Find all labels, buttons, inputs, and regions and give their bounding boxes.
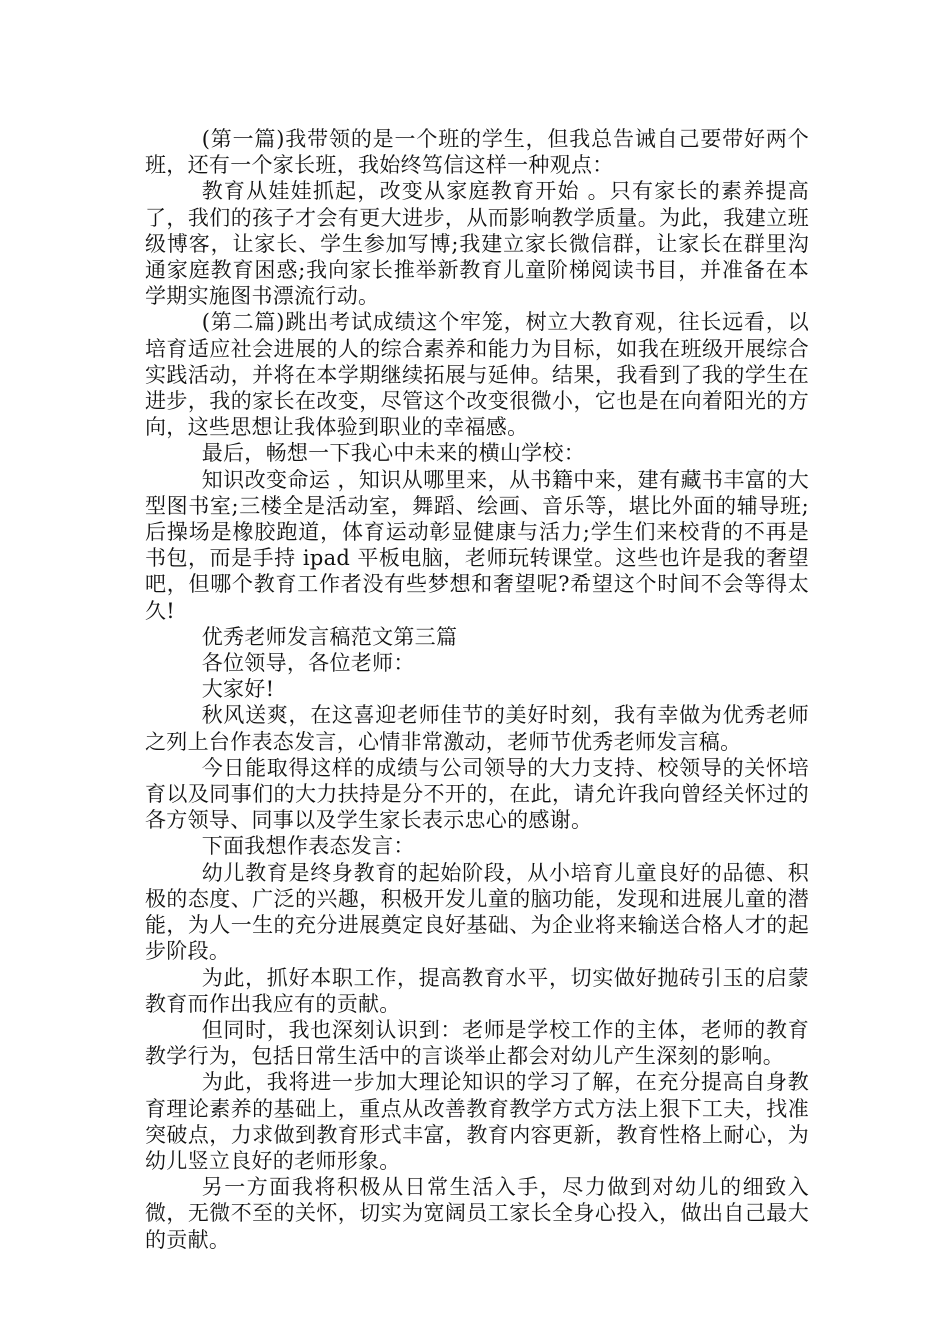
document-body bbox=[145, 126, 809, 1253]
paragraph-13: 为此，抓好本职工作，提高教育水平，切实做好抛砖引玉的启蒙教育而作出我应有的贡献。 bbox=[145, 965, 809, 1016]
paragraph-14: 但同时，我也深刻认识到：老师是学校工作的主体，老师的教育教学行为，包括日常生活中的言谈举止都会对幼儿产生深刻的影响。 bbox=[145, 1017, 809, 1069]
paragraph-15: 为此，我将进一步加大理论知识的学习了解，在充分提高自身教育理论素养的基础上，重点从改善教育教学方式方法上狠下工夫，找准突破点，力求做到教育形式丰富，教育内容更新，教育性格上耐心，为幼儿竖立良好的老师形象。 bbox=[145, 1070, 809, 1173]
paragraph-5: 知识改变命运 ，知识从哪里来，从书籍中来，建有藏书丰富的大型图书室;三楼全是活动室，舞蹈、绘画、音乐等，堪比外面的辅导班;后操场是橡胶跑道，体育运动彰显健康与活力;学生们来校背的不再是书包，而是手持 ipad 平板电脑，老师玩转课堂。这些也许是我的奢望吧，但哪个教育工作者没有些梦想和奢望呢?希望这个时间不会等得太久! bbox=[145, 467, 809, 623]
paragraph-11: 下面我想作表态发言： bbox=[201, 834, 415, 859]
paragraph-9: 秋风送爽，在这喜迎老师佳节的美好时刻，我有幸做为优秀老师之列上台作表态发言，心情非常激动，老师节优秀老师发言稿。 bbox=[145, 703, 809, 754]
paragraph-3: (第二篇)跳出考试成绩这个牢笼，树立大教育观，往长远看，以培育适应社会进展的人的综合素养和能力为目标，如我在班级开展综合实践活动，并将在本学期继续拓展与延伸。结果，我看到了我的学生在进步，我的家长在改变，尽管这个改变很微小，它也是在向着阳光的方向，这些思想让我体验到职业的幸福感。 bbox=[145, 310, 809, 440]
paragraph-12: 幼儿教育是终身教育的起始阶段，从小培育儿童良好的品德、积极的态度、广泛的兴趣，积极开发儿童的脑功能，发现和进展儿童的潜能，为人一生的充分进展奠定良好基础、为企业将来输送合格人才的起步阶段。 bbox=[145, 860, 809, 964]
paragraph-2: 教育从娃娃抓起，改变从家庭教育开始 。只有家长的素养提高了，我们的孩子才会有更大进步，从而影响教学质量。为此，我建立班级博客，让家长、学生参加写博;我建立家长微信群，让家长在群里沟通家庭教育困惑;我向家长推举新教育儿童阶梯阅读书目，并准备在本学期实施图书漂流行动。 bbox=[145, 179, 809, 309]
paragraph-1: (第一篇)我带领的是一个班的学生，但我总告诫自己要带好两个班，还有一个家长班，我始终笃信这样一种观点： bbox=[145, 127, 809, 178]
greeting: 大家好! bbox=[201, 677, 275, 702]
paragraph-4: 最后，畅想一下我心中未来的横山学校： bbox=[201, 441, 586, 466]
paragraph-10: 今日能取得这样的成绩与公司领导的大力支持、校领导的关怀培育以及同事们的大力扶持是分不开的，在此，请允许我向曾经关怀过的各方领导、同事以及学生家长表示忠心的感谢。 bbox=[145, 755, 809, 833]
salutation: 各位领导，各位老师： bbox=[201, 651, 415, 676]
paragraph-16: 另一方面我将积极从日常生活入手，尽力做到对幼儿的细致入微，无微不至的关怀，切实为宽阔员工家长全身心投入，做出自己最大的贡献。 bbox=[145, 1175, 809, 1252]
section-heading: 优秀老师发言稿范文第三篇 bbox=[201, 624, 458, 649]
